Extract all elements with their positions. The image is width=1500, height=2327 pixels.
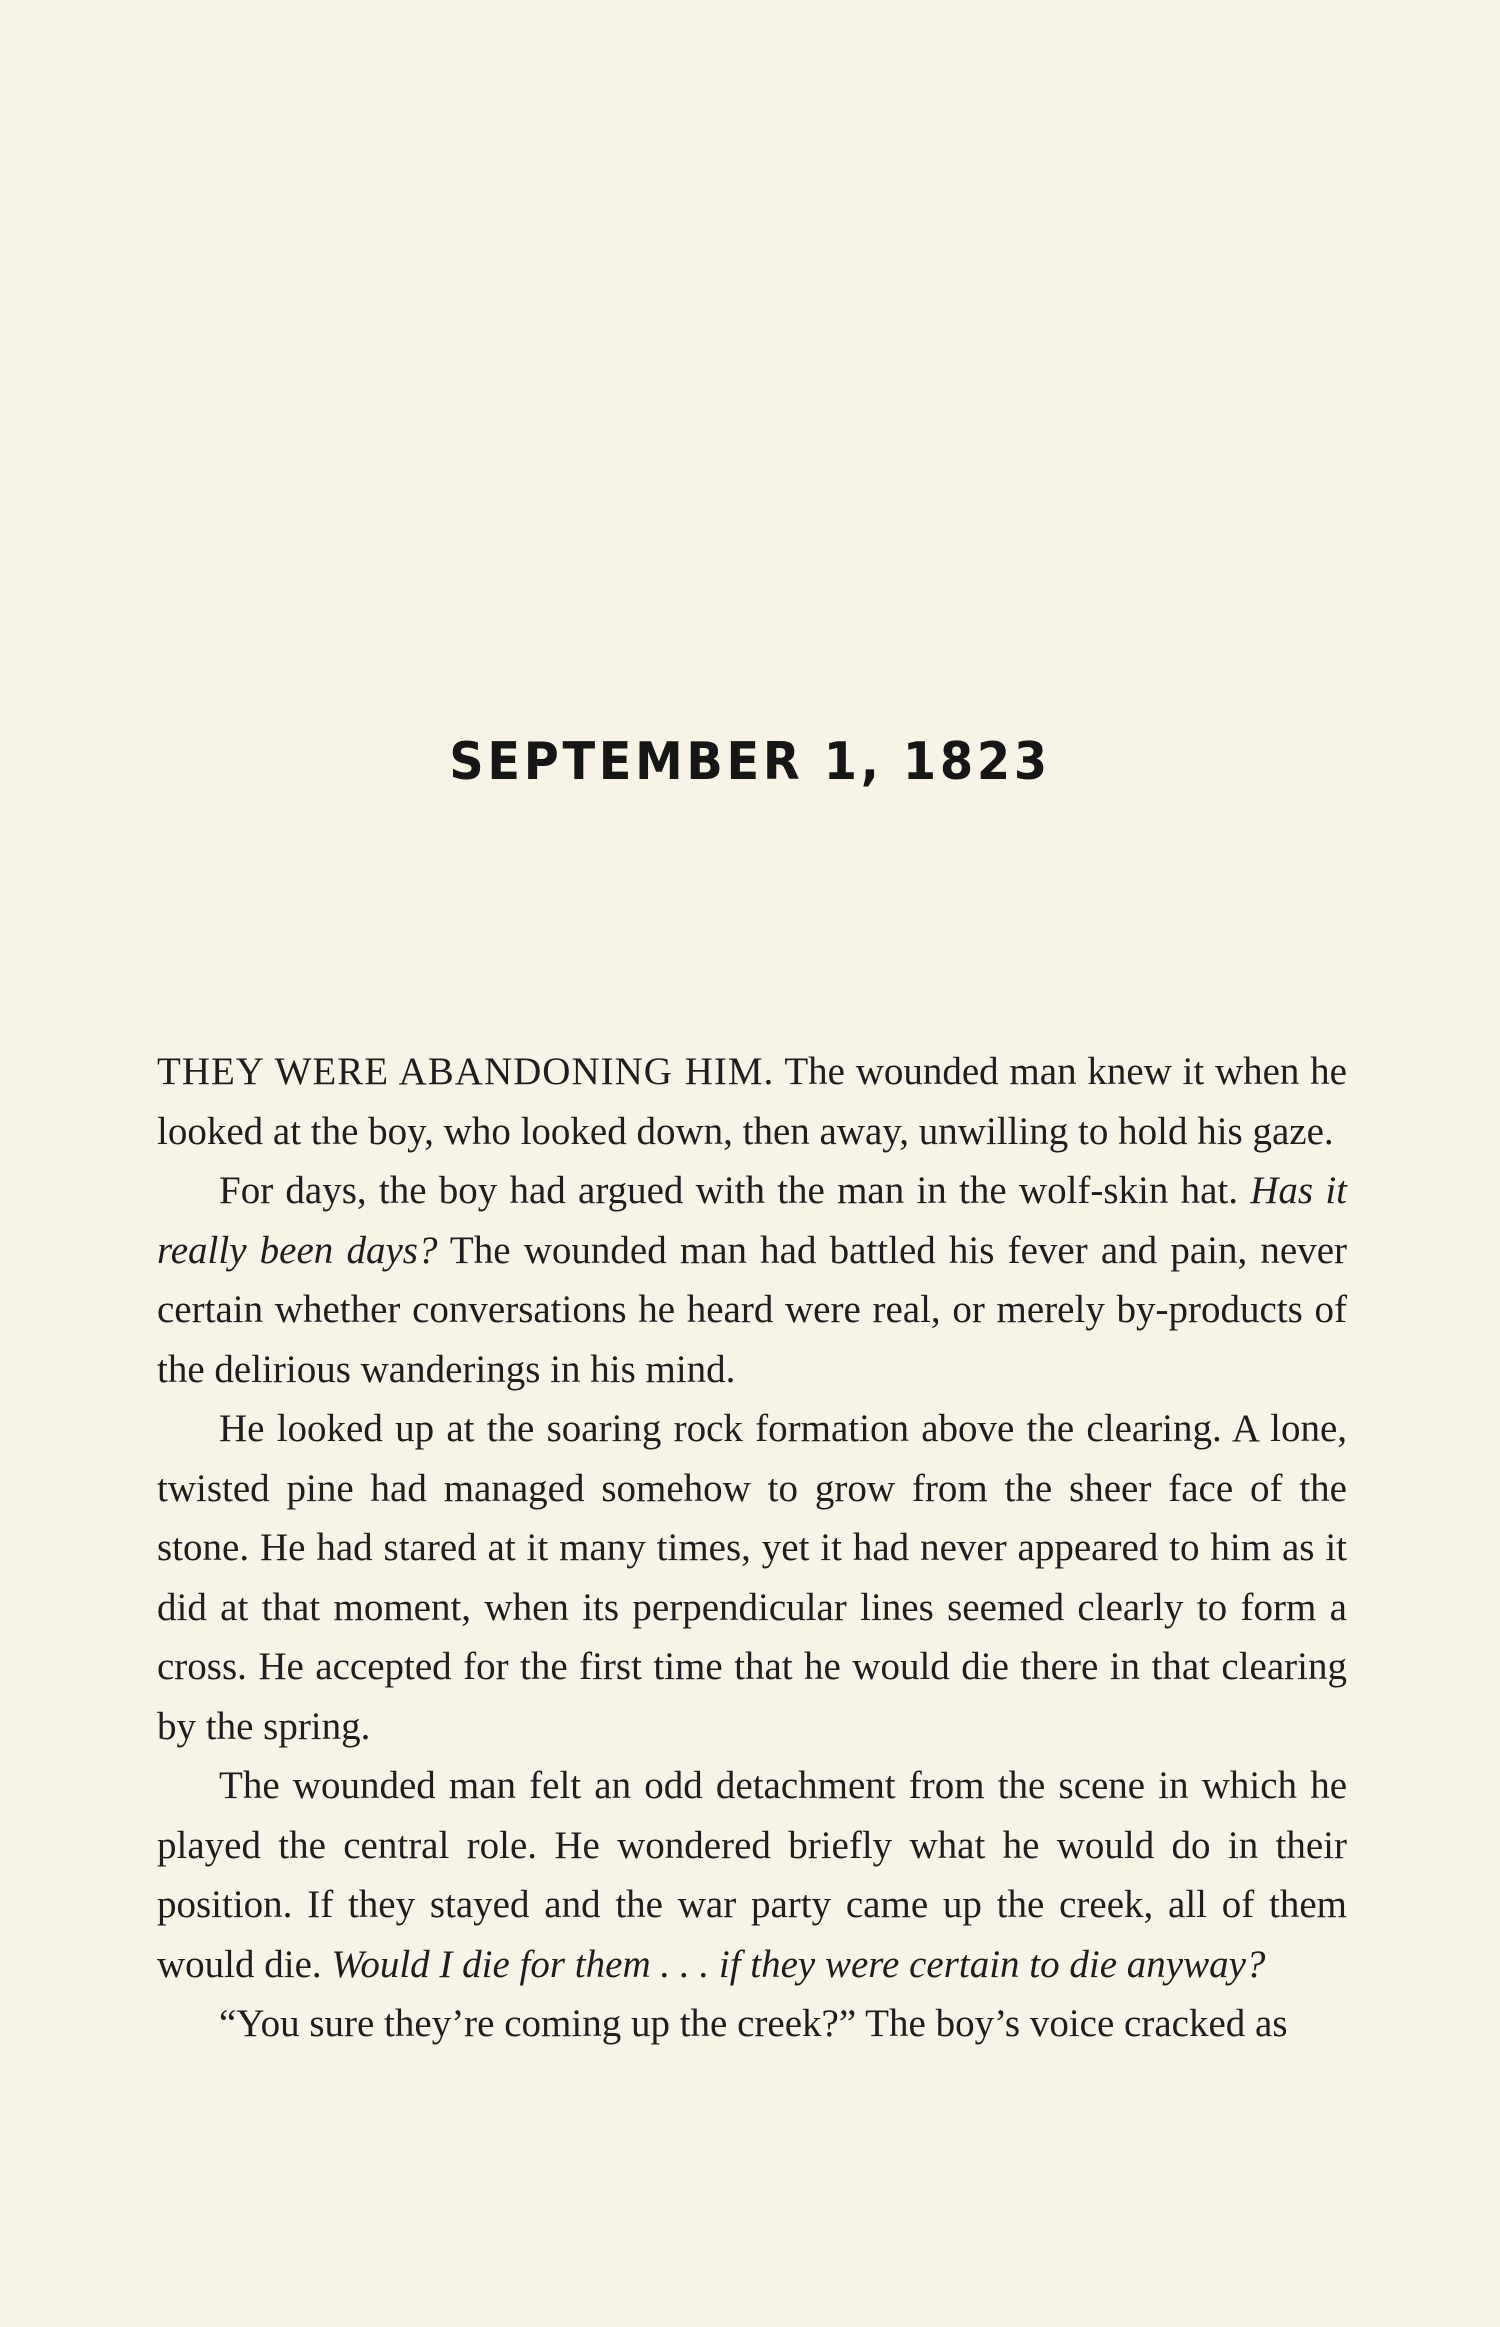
paragraph-3: He looked up at the soaring rock formation above the clearing. A lone, twisted pine had managed somehow to grow from the sheer face of the stone. He had stared at it many times, yet it had never appeared to him as it did at that moment, when its perpendicular lines seemed clearly to form a cross. He accepted for the first time that he would die there in that clearing by the spring. — [157, 1407, 1347, 1748]
chapter-heading: SEPTEMBER 1, 1823 — [449, 732, 1051, 792]
paragraph-2-text-after: The wounded man had battled his fever and pain, never certain whether conversations he heard were real, or merely by-products of the delirious wanderings in his mind. — [157, 1228, 1348, 1391]
paragraph-4-italic-thought: Would I die for them . . . if they were certain to die anyway? — [331, 1942, 1266, 1986]
paragraph-2-text-before: For days, the boy had argued with the man in the wolf-skin hat. — [219, 1169, 1251, 1212]
paragraph-2 — [157, 1161, 1347, 1399]
paragraph-2-italic-thought: Has it really been days? — [157, 1169, 1348, 1272]
paragraph-lead-in: THEY WERE ABANDONING HIM. — [157, 1050, 775, 1093]
paragraph-4-text-before: The wounded man felt an odd detachment from the scene in which he played the central role. He wondered briefly what he would do in their position. If they stayed and the war party came up the creek, all of them would die. — [157, 1764, 1347, 1986]
chapter-body-text — [157, 1042, 1347, 2054]
paragraph-1-text: The wounded man knew it when he looked at the boy, who looked down, then away, unwilling to hold his gaze. — [157, 1050, 1347, 1153]
paragraph-1 — [157, 1042, 1347, 1161]
paragraph-5: “You sure they’re coming up the creek?” The boy’s voice cracked as — [219, 2002, 1288, 2045]
paragraph-4 — [157, 1756, 1347, 1994]
